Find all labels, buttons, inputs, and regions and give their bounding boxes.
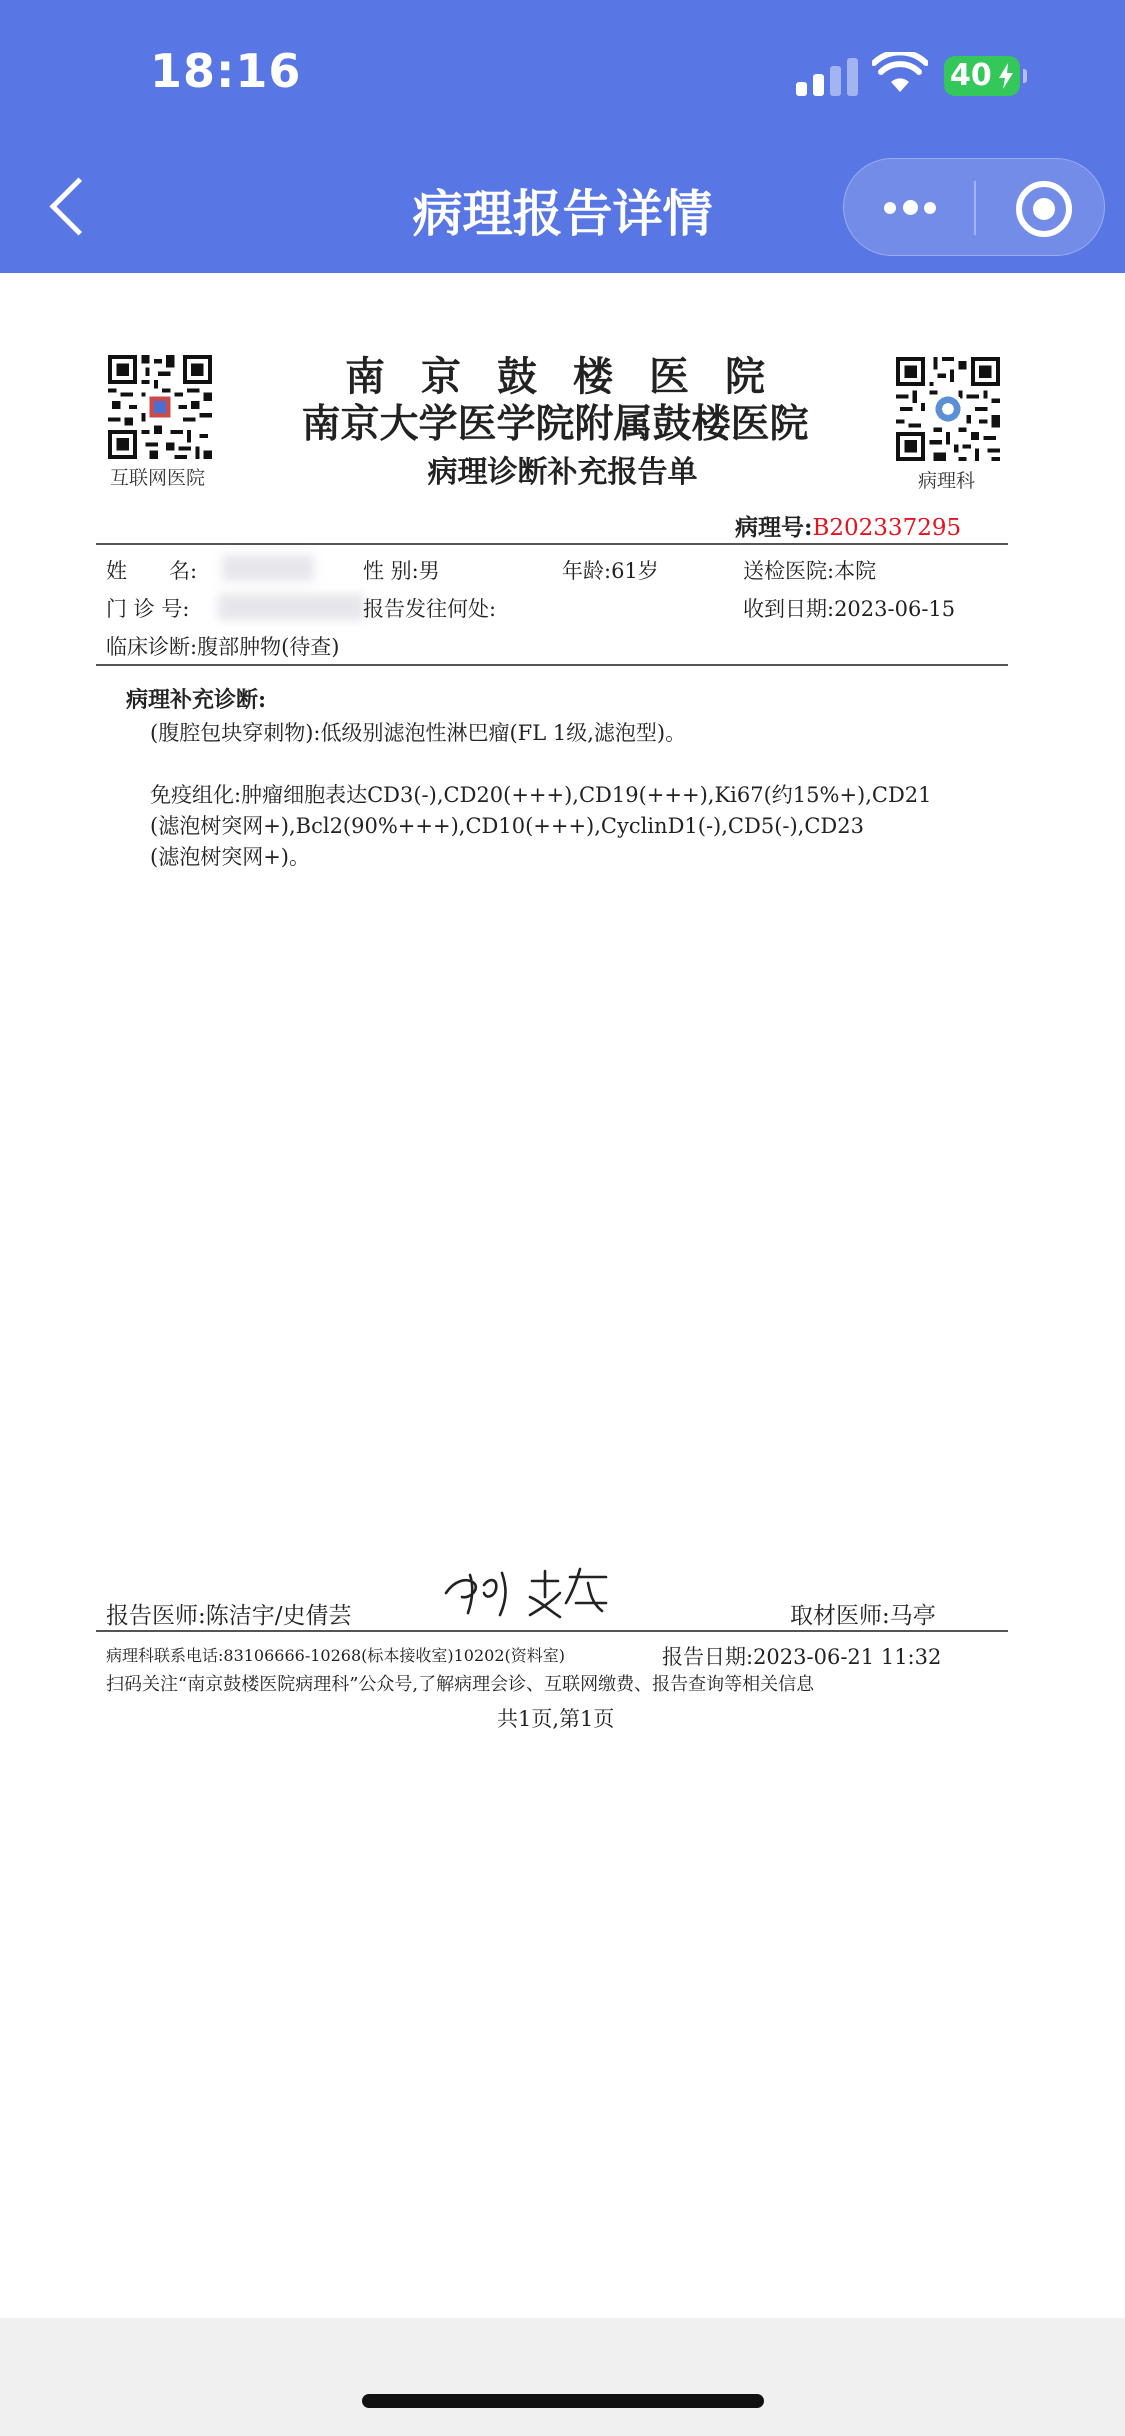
contact-phone: 病理科联系电话:83106666-10268(标本接收室)10202(资料室) <box>106 1646 566 1665</box>
charging-bolt-icon <box>998 63 1014 89</box>
info-divider <box>96 664 1008 666</box>
redacted-outpatient-number <box>218 594 364 620</box>
outpatient-number-label: 门 诊 号: <box>106 597 190 621</box>
received-date: 收到日期:2023-06-15 <box>743 597 956 621</box>
handwritten-signature <box>440 1563 620 1625</box>
scan-notice: 扫码关注“南京鼓楼医院病理科”公众号,了解病理会诊、互联网缴费、报告查询等相关信息 <box>106 1674 815 1695</box>
immunohistochemistry-line-3: (滤泡树突网+)。 <box>150 845 310 869</box>
bottom-safe-area <box>0 2318 1125 2436</box>
sending-hospital: 送检医院:本院 <box>743 559 877 583</box>
battery-icon <box>944 56 1020 96</box>
patient-name-label: 姓 名: <box>106 559 198 583</box>
reporting-doctor: 报告医师:陈洁宇/史倩芸 <box>106 1603 352 1629</box>
immunohistochemistry-line-2: (滤泡树突网+),Bcl2(90%+++),CD10(+++),CyclinD1(-),CD5(-),CD23 <box>150 814 864 838</box>
report-destination: 报告发往何处: <box>363 597 497 621</box>
patient-gender: 性 别:男 <box>363 559 440 583</box>
footer-divider <box>96 1630 1008 1632</box>
mini-program-capsule <box>843 158 1105 256</box>
pathology-number-label: 病理号: <box>735 514 813 541</box>
report-document <box>0 273 1125 2318</box>
pathology-number <box>735 509 961 542</box>
pathology-number-value: B202337295 <box>812 515 962 541</box>
cellular-signal-icon <box>796 56 858 96</box>
supplementary-diagnosis-title: 病理补充诊断: <box>126 687 267 713</box>
home-indicator[interactable] <box>362 2394 764 2408</box>
qr-code-pathology-department[interactable] <box>896 357 1000 461</box>
qr-code-internet-hospital[interactable] <box>108 355 212 459</box>
patient-age: 年龄:61岁 <box>562 559 659 583</box>
battery-level: 40 <box>950 58 992 93</box>
close-mini-program-button[interactable] <box>976 159 1106 255</box>
hospital-name: 南京鼓楼医院 <box>345 353 801 400</box>
status-time: 18:16 <box>150 44 302 98</box>
qr-caption-pathology: 病理科 <box>918 470 976 492</box>
page-title: 病理报告详情 <box>412 185 713 243</box>
diagnosis-text: (腹腔包块穿刺物):低级别滤泡性淋巴瘤(FL 1级,滤泡型)。 <box>150 721 687 745</box>
more-options-button[interactable] <box>844 159 974 255</box>
hospital-full-name: 南京大学医学院附属鼓楼医院 <box>301 401 809 447</box>
immunohistochemistry-line-1: 免疫组化:肿瘤细胞表达CD3(-),CD20(+++),CD19(+++),Ki67(约15%+),CD21 <box>150 783 932 807</box>
redacted-patient-name <box>222 555 314 581</box>
report-type-title: 病理诊断补充报告单 <box>427 455 698 490</box>
qr-caption-internet-hospital: 互联网医院 <box>110 467 206 489</box>
top-bar <box>0 0 1125 273</box>
page-info: 共1页,第1页 <box>497 1707 615 1731</box>
target-icon <box>1016 181 1072 237</box>
wifi-icon <box>872 52 928 96</box>
clinical-diagnosis: 临床诊断:腹部肿物(待查) <box>106 635 340 659</box>
sampling-doctor: 取材医师:马亭 <box>790 1603 936 1629</box>
report-date: 报告日期:2023-06-21 11:32 <box>662 1645 942 1669</box>
header-divider <box>96 543 1008 545</box>
